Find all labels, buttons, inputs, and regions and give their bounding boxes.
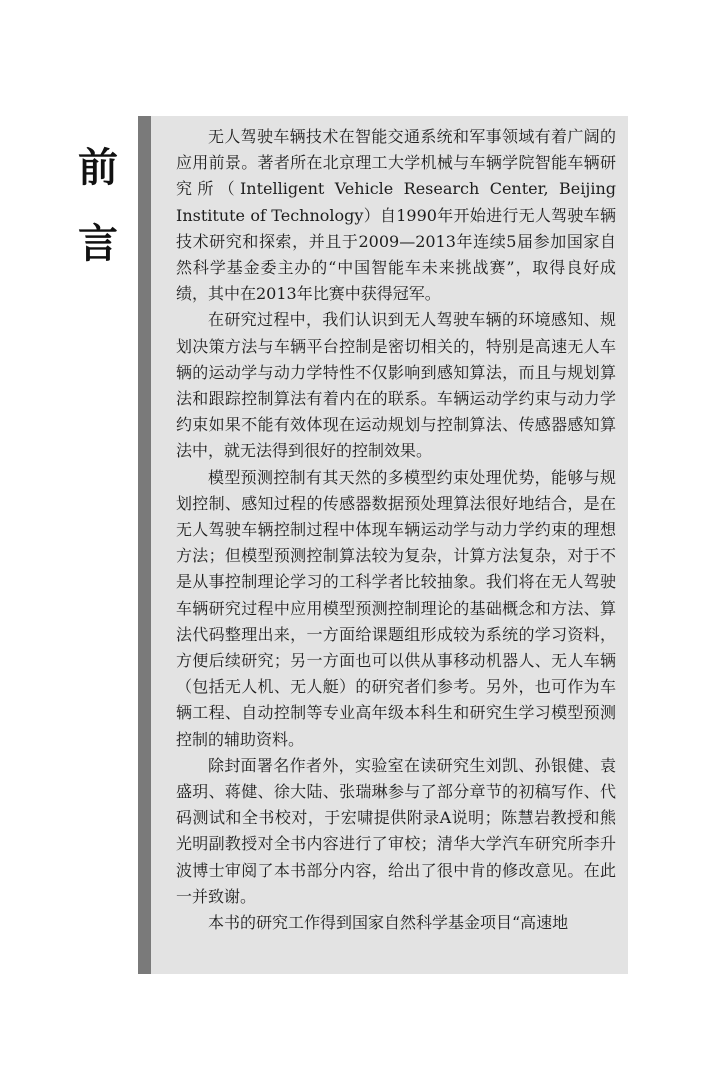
heading-char-yan: 言 — [78, 221, 118, 267]
paragraph: 在研究过程中，我们认识到无人驾驶车辆的环境感知、规划决策方法与车辆平台控制是密切相关的，特别是高速无人车辆的运动学与动力学特性不仅影响到感知算法，而且与规划算法和跟踪控制算法有着内在的联系。车辆运动学约束与动力学约束如果不能有效体现在运动规划与控制算法、传感器感知算法中，就无法得到很好的控制效果。 — [176, 310, 616, 461]
paragraph: 除封面署名作者外，实验室在读研究生刘凯、孙银健、袁盛玥、蒋健、徐大陆、张瑞琳参与了部分章节的初稿写作、代码测试和全书校对，于宏啸提供附录A说明；陈慧岩教授和熊光明副教授对全书内容进行了审校；清华大学汽车研究所李升波博士审阅了本书部分内容，给出了很中肯的修改意见。在此一并致谢。 — [176, 755, 616, 906]
heading-char-qian: 前 — [78, 145, 118, 191]
left-accent-bar — [138, 116, 151, 974]
paragraph: 无人驾驶车辆技术在智能交通系统和军事领域有着广阔的应用前景。著者所在北京理工大学机械与车辆学院智能车辆研究所（Intelligent Vehicle Research Center, Beijing Institute of Technology）自1990年开始进行无人驾驶车辆技术研究和探索，并且于2009—2013年连续5届参加国家自然科学基金委主办的“中国智能车未来挑战赛”，取得良好成绩，其中在2013年比赛中获得冠军。 — [176, 127, 616, 304]
preface-heading — [72, 140, 124, 272]
preface-body — [176, 124, 616, 936]
paragraph: 模型预测控制有其天然的多模型约束处理优势，能够与规划控制、感知过程的传感器数据预处理算法很好地结合，是在无人驾驶车辆控制过程中体现车辆运动学与动力学约束的理想方法；但模型预测控制算法较为复杂，计算方法复杂，对于不是从事控制理论学习的工科学者比较抽象。我们将在无人驾驶车辆研究过程中应用模型预测控制理论的基础概念和方法、算法代码整理出来，一方面给课题组形成较为系统的学习资料，方便后续研究；另一方面也可以供从事移动机器人、无人车辆（包括无人机、无人艇）的研究者们参考。另外，也可作为车辆工程、自动控制等专业高年级本科生和研究生学习模型预测控制的辅助资料。 — [176, 467, 616, 749]
paragraph: 本书的研究工作得到国家自然科学基金项目“高速地 — [208, 913, 569, 933]
